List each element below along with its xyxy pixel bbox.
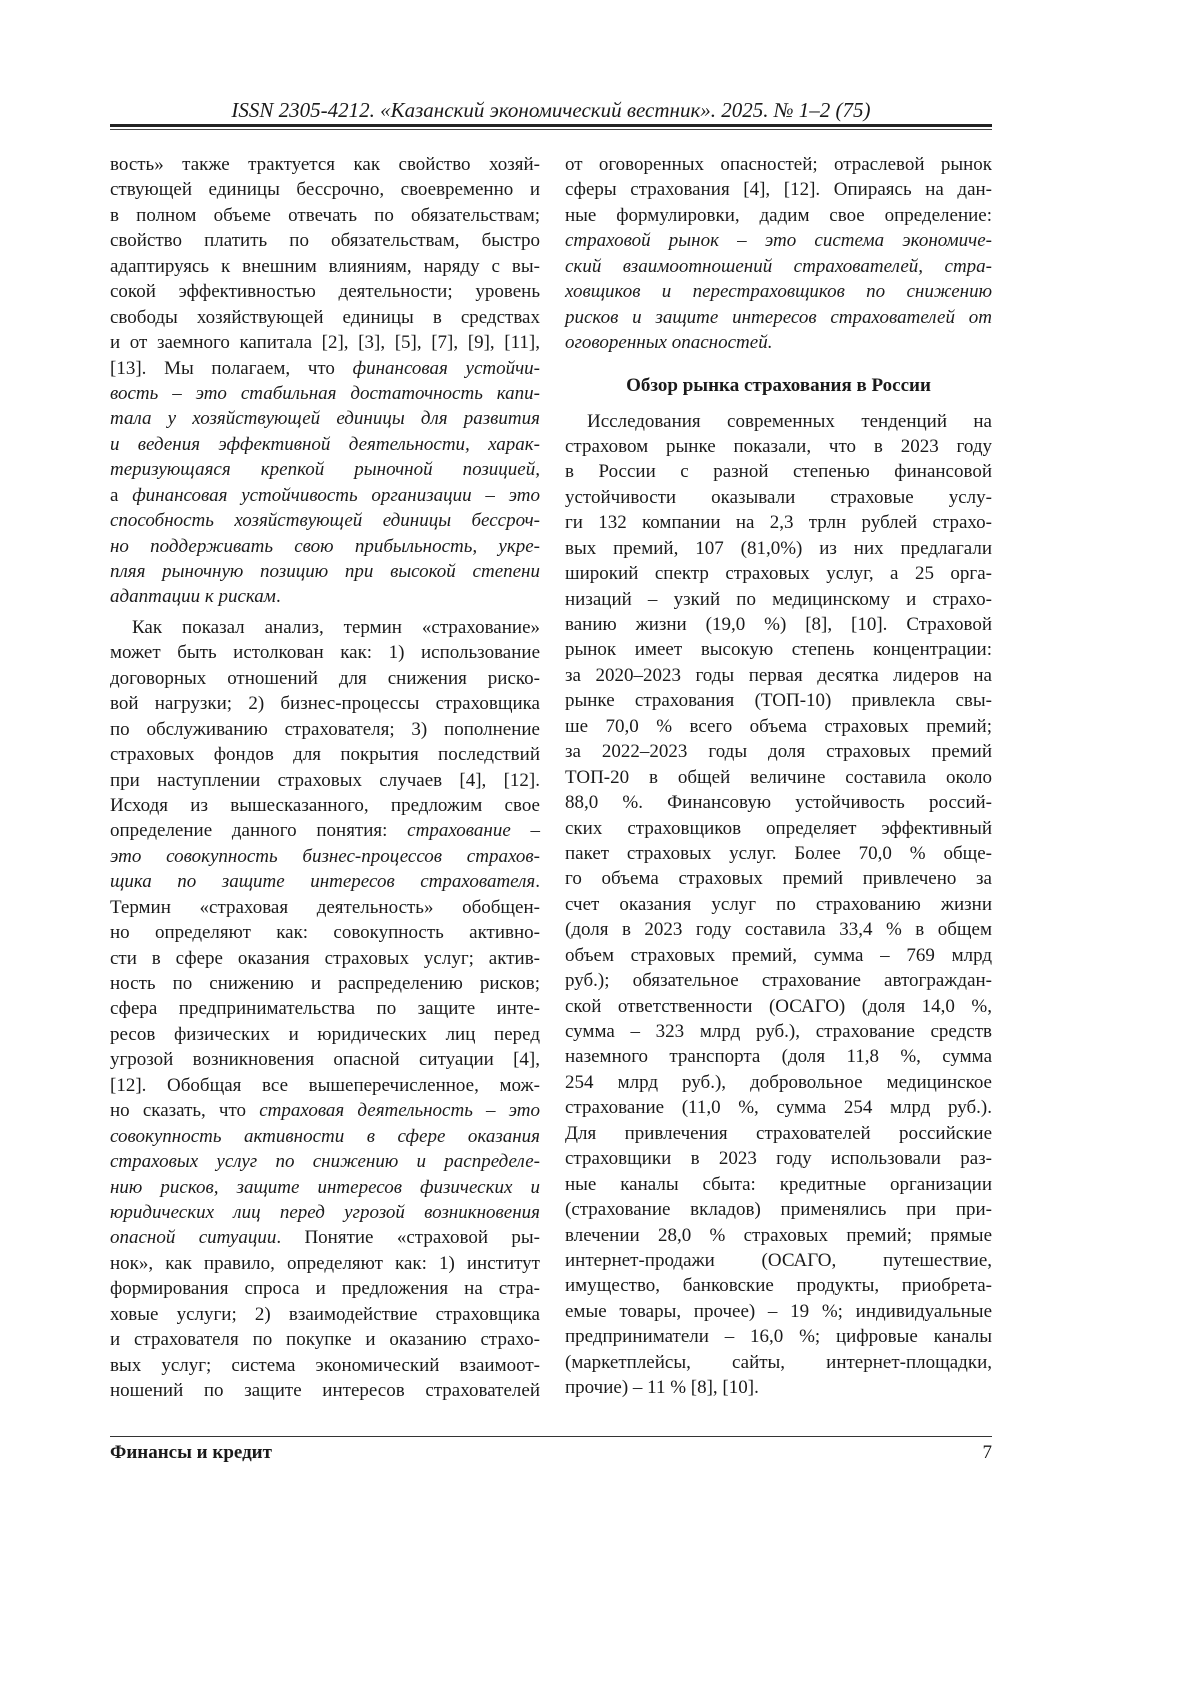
text: при наступлении страховых случаев [4], [12]. xyxy=(110,769,540,791)
text-line xyxy=(565,739,992,764)
text-line xyxy=(110,330,540,355)
text: ских страховщиков определяет эффективный xyxy=(565,817,992,839)
text: Термин «страховая деятельность» обобщен- xyxy=(110,896,540,918)
section-heading: Обзор рынка страхования в России xyxy=(626,374,931,396)
text-line xyxy=(565,1375,992,1400)
text-line xyxy=(565,917,992,942)
text: Для привлечения страхователей российские xyxy=(565,1122,992,1144)
text-line xyxy=(110,584,540,609)
text-line xyxy=(110,1098,540,1123)
text-line xyxy=(110,1327,540,1352)
text: [13]. Мы полагаем, что xyxy=(110,357,353,379)
text: прочие) – 11 % [8], [10]. xyxy=(565,1377,759,1399)
text-line xyxy=(110,381,540,406)
text: Исходя из вышесказанного, предложим свое xyxy=(110,794,540,816)
text: ные каналы сбыта: кредитные организации xyxy=(565,1173,992,1195)
text: страхование (11,0 %, сумма 254 млрд руб.). xyxy=(565,1097,992,1119)
text-line xyxy=(565,1019,992,1044)
text-line xyxy=(565,587,992,612)
text: . Понятие «страховой ры- xyxy=(276,1227,540,1249)
text-line xyxy=(565,279,992,304)
text-line xyxy=(565,177,992,202)
text-line xyxy=(565,1299,992,1324)
text: за 2022–2023 годы доля страховых премий xyxy=(565,741,992,763)
text: . xyxy=(275,586,281,608)
text: сфера предпринимательства по защите инте- xyxy=(110,998,540,1020)
text-line xyxy=(110,203,540,228)
text: низаций – узкий по медицинскому и страхо- xyxy=(565,588,992,610)
text: адаптируясь к внешним влияниям, наряду с вы- xyxy=(110,255,540,277)
text: ность по снижению и распределению рисков; xyxy=(110,973,540,994)
italic-text: пляя рыночную позицию при высокой степени xyxy=(110,561,540,582)
text-line xyxy=(565,409,992,434)
text: а xyxy=(110,484,133,506)
italic-text: рисков и защите интересов страхователей от xyxy=(565,306,992,328)
text: ные формулировки, дадим свое определение: xyxy=(565,204,992,226)
text: наземного транспорта (доля 11,8 %, сумма xyxy=(565,1046,992,1068)
text: и от заемного капитала [2], [3], [5], [7], [9], [11], xyxy=(110,332,540,354)
text-line xyxy=(110,920,540,945)
italic-text: опасной ситуации xyxy=(110,1227,277,1249)
text-line xyxy=(565,536,992,561)
text-line xyxy=(565,254,992,279)
italic-text: но поддерживать свою прибыльность, укре- xyxy=(110,535,540,557)
text: го объема страховых премий привлечено за xyxy=(565,868,992,890)
text-line xyxy=(110,1378,540,1403)
text: ношений по защите интересов страхователей xyxy=(110,1380,540,1401)
text-line xyxy=(110,152,540,177)
text-line xyxy=(565,1197,992,1222)
text: может быть истолкован как: 1) использование xyxy=(110,642,540,664)
text-line xyxy=(565,1121,992,1146)
text-line xyxy=(110,666,540,691)
text: Как показал анализ, термин «страхование» xyxy=(132,616,540,638)
text-line xyxy=(110,356,540,381)
text-line xyxy=(110,1073,540,1098)
text: ствующей единицы бессрочно, своевременно и xyxy=(110,179,540,201)
text-line xyxy=(110,1353,540,1378)
text-line xyxy=(565,203,992,228)
italic-text: оговоренных опасностей. xyxy=(565,332,773,354)
footer-section-title: Финансы и кредит xyxy=(110,1442,272,1463)
header-rule-thin xyxy=(110,129,992,130)
text-line xyxy=(565,943,992,968)
text-line xyxy=(565,816,992,841)
text-line xyxy=(110,1047,540,1072)
text: по обслуживанию страхователя; 3) пополнение xyxy=(110,718,540,740)
text: сти в сфере оказания страховых услуг; актив- xyxy=(110,947,540,969)
text-line xyxy=(565,637,992,662)
text-line xyxy=(110,228,540,253)
text-line xyxy=(110,1225,540,1250)
italic-text: ховщиков и перестраховщиков по снижению xyxy=(565,281,992,303)
text-line xyxy=(565,688,992,713)
text: рынок имеет высокую степень концентрации: xyxy=(565,639,992,661)
text: от оговоренных опасностей; отраслевой рынок xyxy=(565,154,992,175)
text-line xyxy=(565,866,992,891)
text-line xyxy=(110,691,540,716)
text: ской ответственности (ОСАГО) (доля 14,0 %, xyxy=(565,995,992,1017)
text: . xyxy=(535,871,540,893)
text-line xyxy=(110,483,540,508)
text-line xyxy=(565,459,992,484)
text-line xyxy=(110,615,540,640)
text: (маркетплейсы, сайты, интернет-площадки, xyxy=(565,1351,992,1373)
right-column xyxy=(565,152,992,1401)
text: интернет-продажи (ОСАГО, путешествие, xyxy=(565,1249,992,1271)
text-line xyxy=(565,228,992,253)
text: счет оказания услуг по страхованию жизни xyxy=(565,893,992,915)
italic-text: нию рисков, защите интересов физических и xyxy=(110,1176,540,1198)
text: ховые услуги; 2) взаимодействие страховщика xyxy=(110,1303,540,1325)
text: имущество, банковские продукты, приобрета- xyxy=(565,1275,992,1297)
text: предприниматели – 16,0 %; цифровые каналы xyxy=(565,1326,992,1348)
text: (страхование вкладов) применялись при при- xyxy=(565,1199,992,1221)
text: емые товары, прочее) – 19 %; индивидуальные xyxy=(565,1300,992,1322)
text: свойство платить по обязательствам, быстро xyxy=(110,230,540,252)
text: пакет страховых услуг. Более 70,0 % обще- xyxy=(565,842,992,864)
text: нок», как правило, определяют как: 1) институт xyxy=(110,1252,540,1274)
text: устойчивости оказывали страховые услу- xyxy=(565,486,992,508)
text: сферы страхования [4], [12]. Опираясь на дан- xyxy=(565,179,992,201)
text: (доля в 2023 году составила 33,4 % в общем xyxy=(565,919,992,941)
text-line xyxy=(110,640,540,665)
text-line xyxy=(110,534,540,559)
italic-text: тала у хозяйствующей единицы для развития xyxy=(110,408,540,430)
italic-text: финансовая устойчи- xyxy=(352,357,541,379)
text-line xyxy=(110,1251,540,1276)
text: вость» также трактуется как свойство хозяй- xyxy=(110,154,540,175)
italic-text: щика по защите интересов страхователя xyxy=(110,871,536,893)
text-line xyxy=(110,1276,540,1301)
text-line xyxy=(565,841,992,866)
text: влечении 28,0 % страховых премий; прямые xyxy=(565,1224,992,1246)
text-line xyxy=(565,612,992,637)
italic-text: страховая деятельность – это xyxy=(259,1100,540,1122)
text: Исследования современных тенденций на xyxy=(587,410,992,432)
text: и страхователя по покупке и оказанию страхо- xyxy=(110,1329,540,1351)
text-line xyxy=(110,508,540,533)
text-line xyxy=(110,559,540,584)
text-line xyxy=(565,714,992,739)
text-line xyxy=(110,844,540,869)
italic-text: адаптации к рискам xyxy=(110,586,276,608)
italic-text: способность хозяйствующей единицы бессроч- xyxy=(110,510,540,532)
text: вых премий, 107 (81,0%) из них предлагали xyxy=(565,537,992,559)
text-line xyxy=(110,895,540,920)
text-line xyxy=(110,768,540,793)
text-line xyxy=(565,1273,992,1298)
text-line xyxy=(565,994,992,1019)
text: широкий спектр страховых услуг, а 25 орга- xyxy=(565,563,992,585)
italic-text: это совокупность бизнес-процессов страхов- xyxy=(110,845,540,867)
left-column xyxy=(110,152,540,1403)
text: но определяют как: совокупность активно- xyxy=(110,922,540,944)
text: формирования спроса и предложения на стра- xyxy=(110,1278,540,1300)
text: ресов физических и юридических лиц перед xyxy=(110,1023,540,1045)
text: ТОП-20 в общей величине составила около xyxy=(565,766,992,788)
text-line xyxy=(110,279,540,304)
text-line xyxy=(110,996,540,1021)
text-line xyxy=(565,663,992,688)
text: но сказать, что xyxy=(110,1100,260,1122)
journal-header: ISSN 2305-4212. «Казанский экономический вестник». 2025. № 1–2 (75) xyxy=(231,98,871,122)
text: ванию жизни (19,0 %) [8], [10]. Страховой xyxy=(565,614,992,635)
text: сокой эффективностью деятельности; уровень xyxy=(110,281,540,303)
text-line xyxy=(110,1022,540,1047)
text-line xyxy=(565,1223,992,1248)
text-line xyxy=(110,793,540,818)
text-line xyxy=(565,510,992,535)
italic-text: финансовая устойчивость организации – это xyxy=(132,484,540,506)
text-line xyxy=(565,765,992,790)
text-line xyxy=(565,1350,992,1375)
text-line xyxy=(110,254,540,279)
text: договорных отношений для снижения риско- xyxy=(110,667,540,689)
italic-text: страховых услуг по снижению и распределе- xyxy=(110,1151,540,1173)
text: свободы хозяйствующей единицы в средствах xyxy=(110,306,540,328)
italic-text: ский взаимоотношений страхователей, стра- xyxy=(565,255,992,277)
text-line xyxy=(110,432,540,457)
text-line xyxy=(110,305,540,330)
text-line xyxy=(565,1095,992,1120)
text-line xyxy=(565,1044,992,1069)
text-line xyxy=(110,742,540,767)
text-line xyxy=(110,1200,540,1225)
text-line xyxy=(565,561,992,586)
text-line xyxy=(110,177,540,202)
text: объем страховых премий, сумма – 769 млрд xyxy=(565,944,992,966)
text: руб.); обязательное страхование автограждан- xyxy=(565,970,992,992)
text: ги 132 компании на 2,3 трлн рублей страхо- xyxy=(565,512,992,534)
text: страховом рынке показали, что в 2023 году xyxy=(565,435,992,457)
text-line xyxy=(565,892,992,917)
text-line xyxy=(565,485,992,510)
text: [12]. Обобщая все вышеперечисленное, мож- xyxy=(110,1074,540,1096)
italic-text: юридических лиц перед угрозой возникновения xyxy=(110,1201,540,1223)
text: страховых фондов для покрытия последствий xyxy=(110,744,540,766)
text-line xyxy=(110,457,540,482)
text: 88,0 %. Финансовую устойчивость россий- xyxy=(565,792,992,814)
text-line xyxy=(565,1248,992,1273)
text: за 2020–2023 годы первая десятка лидеров на xyxy=(565,664,992,686)
text-line xyxy=(110,971,540,996)
text: угрозой возникновения опасной ситуации [4], xyxy=(110,1049,540,1071)
text-line xyxy=(110,869,540,894)
text-line xyxy=(565,1146,992,1171)
text-line xyxy=(565,1324,992,1349)
italic-text: совокупность активности в сфере оказания xyxy=(110,1125,540,1147)
footer-rule xyxy=(110,1436,992,1437)
text-line xyxy=(565,330,992,355)
text-line xyxy=(110,406,540,431)
text-line xyxy=(110,1175,540,1200)
text: страховщики в 2023 году использовали раз- xyxy=(565,1148,992,1170)
text-line xyxy=(110,946,540,971)
text: ше 70,0 % всего объема страховых премий; xyxy=(565,715,992,737)
text: в полном объеме отвечать по обязательствам; xyxy=(110,204,540,226)
text-line xyxy=(565,1070,992,1095)
text: определение данного понятия: xyxy=(110,820,408,842)
italic-text: страховой рынок – это система экономиче- xyxy=(565,230,992,252)
italic-text: вость – это стабильная достаточность капи- xyxy=(110,382,540,404)
italic-text: теризующаяся крепкой рыночной позицией, xyxy=(110,459,540,481)
text-line xyxy=(110,1302,540,1327)
right-column-body-text xyxy=(565,409,992,1401)
text: 254 млрд руб.), добровольное медицинское xyxy=(565,1071,992,1093)
text: в России с разной степенью финансовой xyxy=(565,461,992,483)
text-line xyxy=(110,818,540,843)
page-number: 7 xyxy=(982,1442,992,1463)
text: рынке страхования (ТОП-10) привлекла свы- xyxy=(565,690,992,712)
text-line xyxy=(565,152,992,177)
header-rule-thick xyxy=(110,124,992,127)
text-line xyxy=(565,968,992,993)
text-line xyxy=(565,1172,992,1197)
text-line xyxy=(110,1149,540,1174)
text-line xyxy=(565,434,992,459)
italic-text: и ведения эффективной деятельности, харак- xyxy=(110,433,540,455)
text-line xyxy=(565,790,992,815)
text-line xyxy=(110,1124,540,1149)
right-column-top-text xyxy=(565,152,992,356)
text: сумма – 323 млрд руб.), страхование средств xyxy=(565,1021,992,1042)
italic-text: страхование – xyxy=(407,820,540,842)
text: вых услуг; система экономический взаимоот- xyxy=(110,1354,540,1376)
text-line xyxy=(565,305,992,330)
text-line xyxy=(110,717,540,742)
text: вой нагрузки; 2) бизнес-процессы страховщика xyxy=(110,693,540,715)
